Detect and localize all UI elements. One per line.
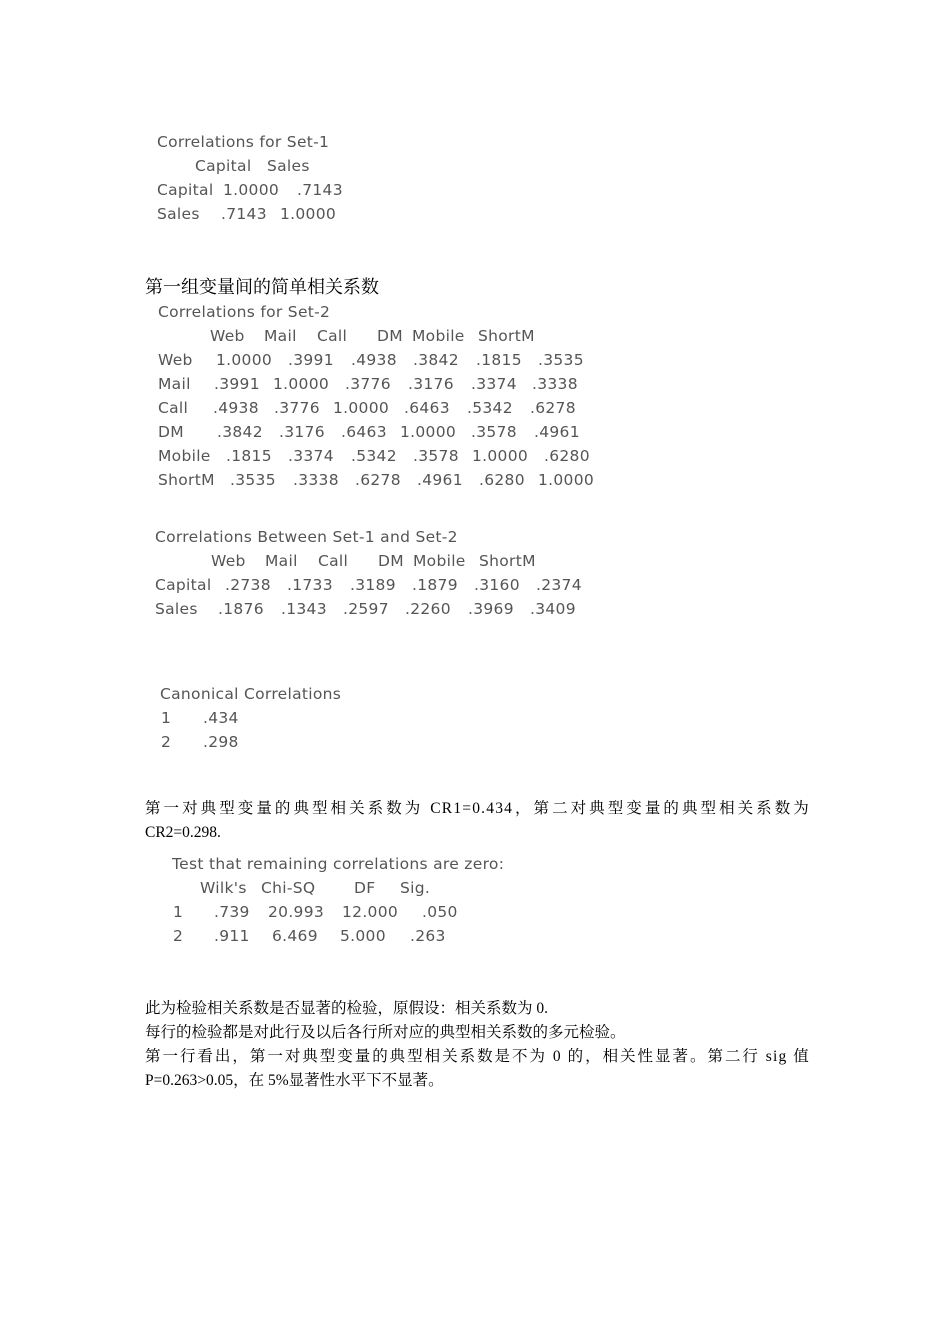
cell-value: .3578	[413, 447, 459, 465]
explanation-line2: 每行的检验都是对此行及以后各行所对应的典型相关系数的多元检验。	[145, 1024, 626, 1041]
cell-value: .3338	[293, 471, 339, 489]
canonical-correlations	[160, 685, 400, 757]
cell-value: .3176	[279, 423, 325, 441]
cell-value: .1343	[281, 600, 327, 618]
header-cell: Web	[211, 552, 246, 570]
test-title: Test that remaining correlations are zero:	[172, 855, 505, 873]
cell-value: 1.0000	[538, 471, 595, 489]
cell-value: .1815	[476, 351, 522, 369]
cell-value: 1.0000	[216, 351, 273, 369]
between-header-row	[155, 552, 615, 576]
set1-row-capital	[157, 181, 417, 205]
set1-caption: 第一组变量间的简单相关系数	[145, 277, 379, 297]
header-cell: Call	[317, 327, 348, 345]
set2-title: Correlations for Set-2	[158, 303, 331, 321]
between-row-sales	[155, 600, 615, 624]
cell-value: .6280	[544, 447, 590, 465]
cell-value: .7143	[297, 181, 343, 199]
canonical-row-1	[160, 709, 400, 733]
header-cell: Call	[318, 552, 349, 570]
cell-value: .6278	[355, 471, 401, 489]
cell-value: .3842	[413, 351, 459, 369]
cell-value: .3338	[532, 375, 578, 393]
cell-value: .263	[410, 927, 446, 945]
cell-value: .4961	[417, 471, 463, 489]
cell-value: .1876	[218, 600, 264, 618]
cell-value: .3776	[345, 375, 391, 393]
header-cell: DM	[378, 552, 404, 570]
cell-value: .6463	[404, 399, 450, 417]
test-header-row	[172, 879, 552, 903]
cell-value: .4961	[534, 423, 580, 441]
row-label: Capital	[155, 576, 212, 594]
canonical-text-line2: CR2=0.298.	[145, 824, 221, 841]
row-label: Web	[158, 351, 193, 369]
cell-value: 1.0000	[273, 375, 330, 393]
set2-row-call	[158, 399, 618, 423]
cell-value: .3578	[471, 423, 517, 441]
set2-row-web	[158, 351, 618, 375]
cell-value: .7143	[221, 205, 267, 223]
cell-value: .5342	[351, 447, 397, 465]
cell-value: .2374	[536, 576, 582, 594]
between-row-capital	[155, 576, 615, 600]
cell-value: .4938	[351, 351, 397, 369]
canonical-row-2	[160, 733, 400, 757]
test-row-2	[172, 927, 552, 951]
cell-value: .6463	[341, 423, 387, 441]
cell-value: .739	[214, 903, 250, 921]
header-cell: Wilk's	[200, 879, 247, 897]
set1-header-capital: Capital	[195, 157, 252, 175]
cell-value: .3991	[214, 375, 260, 393]
cell-value: .434	[203, 709, 239, 727]
cell-value: .3160	[474, 576, 520, 594]
row-label: Capital	[157, 181, 214, 199]
header-cell: Mail	[265, 552, 298, 570]
cell-value: .911	[214, 927, 250, 945]
canonical-title: Canonical Correlations	[160, 685, 342, 703]
row-label: 2	[161, 733, 172, 751]
cell-value: 5.000	[340, 927, 386, 945]
cell-value: .2260	[405, 600, 451, 618]
cell-value: .3189	[350, 576, 396, 594]
cell-value: 6.469	[272, 927, 318, 945]
between-correlation-table	[155, 528, 615, 624]
explanation-line4: P=0.263>0.05，在 5%显著性水平下不显著。	[145, 1072, 444, 1089]
row-label: 1	[161, 709, 172, 727]
cell-value: .3176	[408, 375, 454, 393]
cell-value: 1.0000	[223, 181, 280, 199]
set2-correlation-table	[158, 303, 618, 495]
test-remaining-correlations	[172, 855, 552, 951]
cell-value: .3374	[471, 375, 517, 393]
row-label: DM	[158, 423, 184, 441]
cell-value: .5342	[467, 399, 513, 417]
row-label: ShortM	[158, 471, 215, 489]
cell-value: .298	[203, 733, 239, 751]
header-cell: Mobile	[413, 552, 466, 570]
cell-value: 1.0000	[472, 447, 529, 465]
cell-value: .6278	[530, 399, 576, 417]
header-cell: ShortM	[478, 327, 535, 345]
cell-value: .1879	[412, 576, 458, 594]
cell-value: .3776	[274, 399, 320, 417]
row-label: Sales	[155, 600, 198, 618]
cell-value: 1.0000	[400, 423, 457, 441]
between-title: Correlations Between Set-1 and Set-2	[155, 528, 458, 546]
cell-value: .050	[422, 903, 458, 921]
row-label: Sales	[157, 205, 200, 223]
test-row-1	[172, 903, 552, 927]
set2-row-mail	[158, 375, 618, 399]
cell-value: .3991	[288, 351, 334, 369]
cell-value: .3969	[468, 600, 514, 618]
cell-value: .3409	[530, 600, 576, 618]
set2-header-row	[158, 327, 618, 351]
set1-correlation-table	[157, 133, 417, 229]
cell-value: .2597	[343, 600, 389, 618]
cell-value: 12.000	[342, 903, 399, 921]
row-label: Call	[158, 399, 189, 417]
header-cell: DM	[377, 327, 403, 345]
set1-header-row	[157, 157, 417, 181]
header-cell: Sig.	[400, 879, 431, 897]
cell-value: .3842	[217, 423, 263, 441]
header-cell: DF	[354, 879, 376, 897]
set1-title: Correlations for Set-1	[157, 133, 330, 151]
row-label: 1	[173, 903, 184, 921]
cell-value: 1.0000	[280, 205, 337, 223]
header-cell: ShortM	[479, 552, 536, 570]
cell-value: .3535	[538, 351, 584, 369]
set2-row-mobile	[158, 447, 618, 471]
set2-row-shortm	[158, 471, 618, 495]
header-cell: Chi-SQ	[261, 879, 316, 897]
cell-value: .4938	[213, 399, 259, 417]
cell-value: .2738	[225, 576, 271, 594]
header-cell: Mobile	[412, 327, 465, 345]
row-label: Mail	[158, 375, 191, 393]
header-cell: Web	[210, 327, 245, 345]
cell-value: .1815	[226, 447, 272, 465]
cell-value: .1733	[287, 576, 333, 594]
set1-row-sales	[157, 205, 417, 229]
cell-value: .6280	[479, 471, 525, 489]
cell-value: .3374	[288, 447, 334, 465]
set2-row-dm	[158, 423, 618, 447]
cell-value: 1.0000	[333, 399, 390, 417]
set1-header-sales: Sales	[267, 157, 310, 175]
row-label: 2	[173, 927, 184, 945]
header-cell: Mail	[264, 327, 297, 345]
explanation-line3: 第一行看出，第一对典型变量的典型相关系数是不为 0 的，相关性显著。第二行 sig 值	[145, 1048, 810, 1065]
canonical-text-line1: 第一对典型变量的典型相关系数为 CR1=0.434，第二对典型变量的典型相关系数为	[145, 800, 810, 817]
cell-value: .3535	[230, 471, 276, 489]
cell-value: 20.993	[268, 903, 325, 921]
row-label: Mobile	[158, 447, 211, 465]
explanation-line1: 此为检验相关系数是否显著的检验，原假设：相关系数为 0.	[145, 1000, 549, 1017]
